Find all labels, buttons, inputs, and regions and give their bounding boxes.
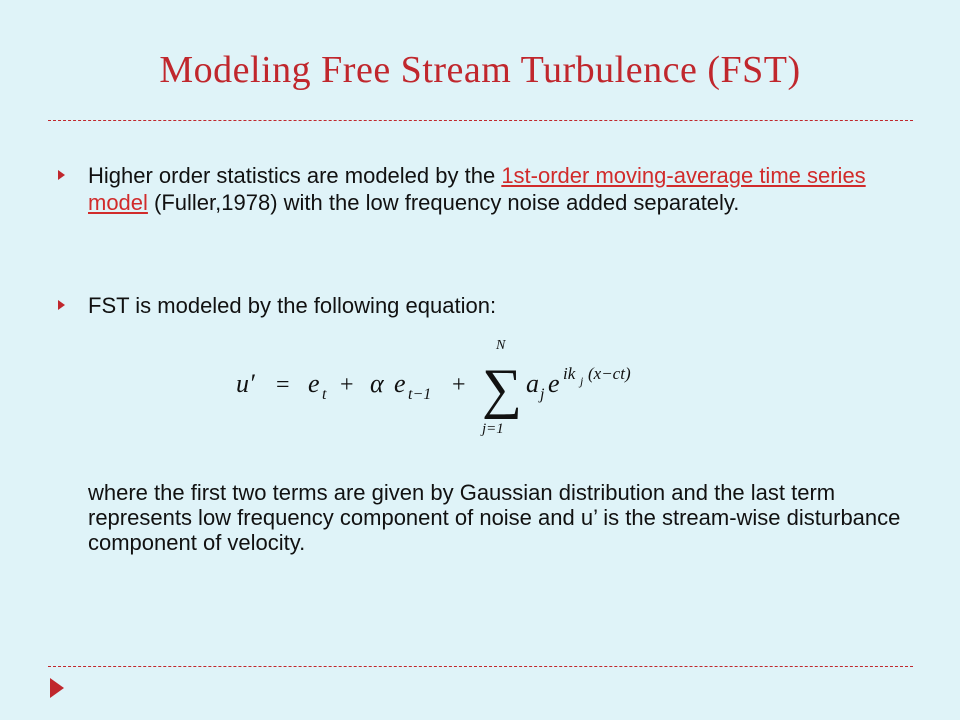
equation-exp-base: e bbox=[548, 369, 560, 398]
next-arrow-icon[interactable] bbox=[50, 678, 64, 698]
equation-term1-sub: t bbox=[322, 386, 327, 403]
bullet-text-2: FST is modeled by the following equation: bbox=[88, 293, 497, 318]
equation-sum-lower: j=1 bbox=[482, 421, 504, 437]
equation-coef: a bbox=[526, 369, 539, 398]
equation-plus2: + bbox=[452, 372, 466, 398]
footer-divider bbox=[48, 666, 913, 667]
time-series-model-link[interactable]: 1st-order moving-average time series model bbox=[88, 163, 866, 215]
bullet-text-1 bbox=[88, 162, 898, 216]
equation-term2-sub: t−1 bbox=[408, 386, 432, 403]
equation-lhs: u′ bbox=[236, 369, 255, 398]
bullet-1-text-before: Higher order statistics are modeled by the bbox=[88, 163, 502, 188]
equation-sum-upper: N bbox=[496, 338, 506, 353]
equation-exponent-tail: (x−ct) bbox=[588, 364, 631, 383]
equation-coef-sub: j bbox=[540, 386, 545, 403]
equation-term1: e bbox=[308, 369, 320, 398]
equation-equals: = bbox=[276, 372, 290, 398]
equation-alpha: α bbox=[370, 369, 384, 398]
bullet-item-1 bbox=[58, 162, 898, 216]
equation-exponent-sub: j bbox=[580, 374, 584, 388]
fst-equation bbox=[230, 335, 670, 445]
equation-exponent: ik bbox=[563, 364, 576, 383]
equation-explanation: where the first two terms are given by Gaussian distribution and the last term represents low frequency component of noise and u’ is the stream-wise disturbance component of velocity. bbox=[88, 480, 901, 555]
equation-sum-symbol: ∑ bbox=[482, 358, 522, 420]
equation-plus1: + bbox=[340, 372, 354, 398]
equation-term2: e bbox=[394, 369, 406, 398]
bullet-1-text-after: (Fuller,1978) with the low frequency noise added separately. bbox=[147, 190, 740, 215]
bullet-item-2 bbox=[58, 292, 898, 319]
title-divider bbox=[48, 120, 913, 121]
slide-title: Modeling Free Stream Turbulence (FST) bbox=[159, 49, 801, 91]
triangle-bullet-icon bbox=[58, 170, 65, 180]
triangle-bullet-icon bbox=[58, 300, 65, 310]
